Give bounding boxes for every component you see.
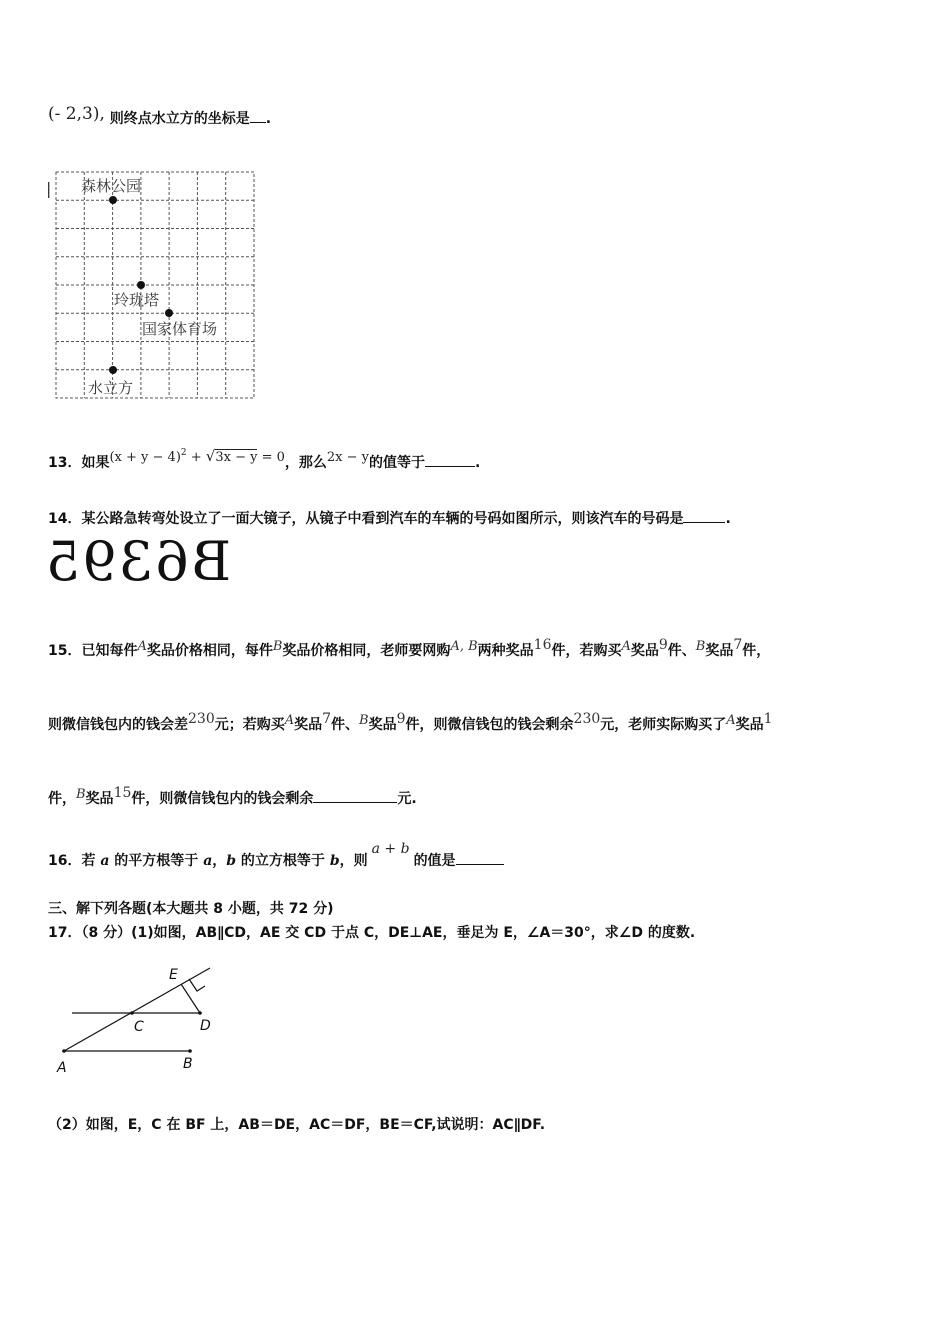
q15-var: B [359, 713, 369, 728]
q16-line [48, 841, 504, 870]
q13-radicand: 3x − y [215, 450, 258, 465]
q13-line [48, 447, 481, 472]
q15-var: B [272, 639, 283, 654]
q15-text: 件， [48, 791, 76, 807]
q12-comma: , [99, 104, 105, 124]
q16-var: a [203, 853, 213, 869]
q13-tail: 的值等于 [369, 455, 426, 471]
q17-figure [50, 962, 230, 1077]
q13-mid: ，那么 [284, 455, 327, 471]
section3-title: 三、解下列各题(本大题共 8 小题，共 72 分) [48, 901, 334, 917]
q15-blank [313, 801, 397, 803]
q15-var: A [621, 639, 631, 654]
point-B [188, 1049, 192, 1053]
q15-text: 奖品价格相同，老师要网购 [282, 643, 451, 659]
label-national-stadium: 国家体育场 [142, 320, 218, 338]
q15-text: 元；若购买 [214, 717, 285, 733]
q15-number: 1 [763, 711, 773, 727]
q14-text: 14．某公路急转弯处设立了一面大镜子，从镜子中看到汽车的车辆的号码如图所示，则该汽车的号码是 [48, 511, 684, 527]
q15-var: A, B [450, 639, 478, 654]
q16-text: ，则 [339, 853, 368, 869]
label-D: D [200, 1018, 211, 1034]
q13-eq: = 0 [257, 450, 285, 465]
q15-text: 件，则微信钱包的钱会剩余 [405, 717, 574, 733]
q15-end: 元. [397, 791, 417, 807]
point-water-cube [109, 366, 117, 374]
q13-num: 13．如果 [48, 455, 110, 471]
q13-exp: 2 [180, 448, 187, 458]
line-DE [181, 984, 200, 1013]
label-forest-park: 森林公园 [81, 177, 142, 195]
q15-text: 件，则微信钱包内的钱会剩余 [131, 791, 314, 807]
grid-cursor: | [46, 179, 52, 198]
label-C: C [134, 1019, 144, 1035]
q16-text: ， [212, 853, 227, 869]
q15-var: A [726, 713, 736, 728]
q15-text: 15．已知每件 [48, 643, 138, 659]
q12-end: . [265, 111, 272, 127]
line-AE [64, 968, 210, 1051]
q15-line3 [48, 785, 417, 808]
q15-number: 230 [573, 711, 601, 727]
q13-formula-b: 2x − y [326, 450, 370, 465]
q16-text: 的值是 [413, 853, 456, 869]
q17-part1: 17．（8 分）(1)如图，AB∥CD，AE 交 CD 于点 C，DE⊥AE，垂足为 E，∠A＝30°，求∠D 的度数. [48, 925, 696, 941]
q15-text: 件， [742, 643, 771, 659]
mirror-plate [44, 530, 231, 593]
q15-number: 9 [658, 637, 668, 653]
q15-text: 奖品 [630, 643, 659, 659]
label-B: B [183, 1056, 193, 1072]
q15-text: 奖品 [705, 643, 734, 659]
q14-end: . [725, 511, 731, 527]
q12-text: 则终点水立方的坐标是 [109, 111, 250, 127]
q15-number: 7 [733, 637, 743, 653]
q15-number: 7 [322, 711, 332, 727]
q15-text: 奖品 [85, 791, 114, 807]
q16-var: a [100, 853, 110, 869]
q15-text: 奖品 [368, 717, 397, 733]
q12-coord: (- 2,3) [48, 104, 100, 124]
q16-var: b [329, 853, 340, 869]
q13-plus: + [186, 450, 206, 465]
q12-blank [250, 121, 266, 123]
point-D [198, 1011, 202, 1015]
q15-var: B [76, 787, 86, 802]
q15-text: 奖品 [735, 717, 764, 733]
q17-part2: （2）如图，E，C 在 BF 上，AB＝DE，AC＝DF，BE＝CF,试说明：AC∥DF. [48, 1117, 546, 1133]
q16-text: 的平方根等于 [109, 853, 204, 869]
q15-text: 件、 [331, 717, 360, 733]
q14-line [48, 508, 731, 528]
label-water-cube: 水立方 [88, 379, 134, 397]
q15-number: 15 [113, 785, 132, 801]
q15-number: 9 [396, 711, 406, 727]
q14-blank [683, 521, 725, 523]
q16-text: 的立方根等于 [236, 853, 330, 869]
q16-expr: a + b [371, 841, 410, 857]
q15-var: B [695, 639, 706, 654]
label-E: E [169, 967, 178, 983]
q16-var: b [226, 853, 237, 869]
q12-line [48, 104, 272, 127]
q16-text: 16．若 [48, 853, 101, 869]
q15-text: 奖品价格相同，每件 [146, 643, 273, 659]
q13-end: . [475, 455, 481, 471]
point-linglong-tower [137, 281, 145, 289]
q13-sqrt-sign: √ [205, 447, 216, 465]
q15-text: 件、 [667, 643, 696, 659]
point-A [62, 1049, 66, 1053]
point-forest-park [109, 196, 117, 204]
q15-number: 230 [188, 711, 215, 727]
q15-text: 件，若购买 [551, 643, 622, 659]
q15-text: 奖品 [294, 717, 323, 733]
label-linglong-tower: 玲珑塔 [114, 291, 160, 309]
label-A: A [57, 1060, 67, 1076]
point-national-stadium [165, 309, 173, 317]
grid-map-figure [44, 168, 264, 404]
q15-number: 16 [533, 637, 552, 653]
point-C [130, 1011, 134, 1015]
right-angle-mark [189, 979, 205, 991]
q13-formula-a: (x + y − 4) [109, 450, 181, 465]
q13-blank [425, 465, 475, 467]
q15-line1 [48, 637, 771, 660]
mirror-plate-text: B6395 [44, 530, 232, 593]
q15-text: 两种奖品 [477, 643, 534, 659]
q15-var: A [284, 713, 295, 728]
q15-var: A [137, 639, 147, 654]
q15-text: 元，老师实际购买了 [600, 717, 727, 733]
grid-lines [56, 172, 254, 398]
q15-line2 [48, 711, 773, 734]
q15-text: 则微信钱包内的钱会差 [48, 717, 188, 733]
q16-blank [456, 863, 504, 865]
